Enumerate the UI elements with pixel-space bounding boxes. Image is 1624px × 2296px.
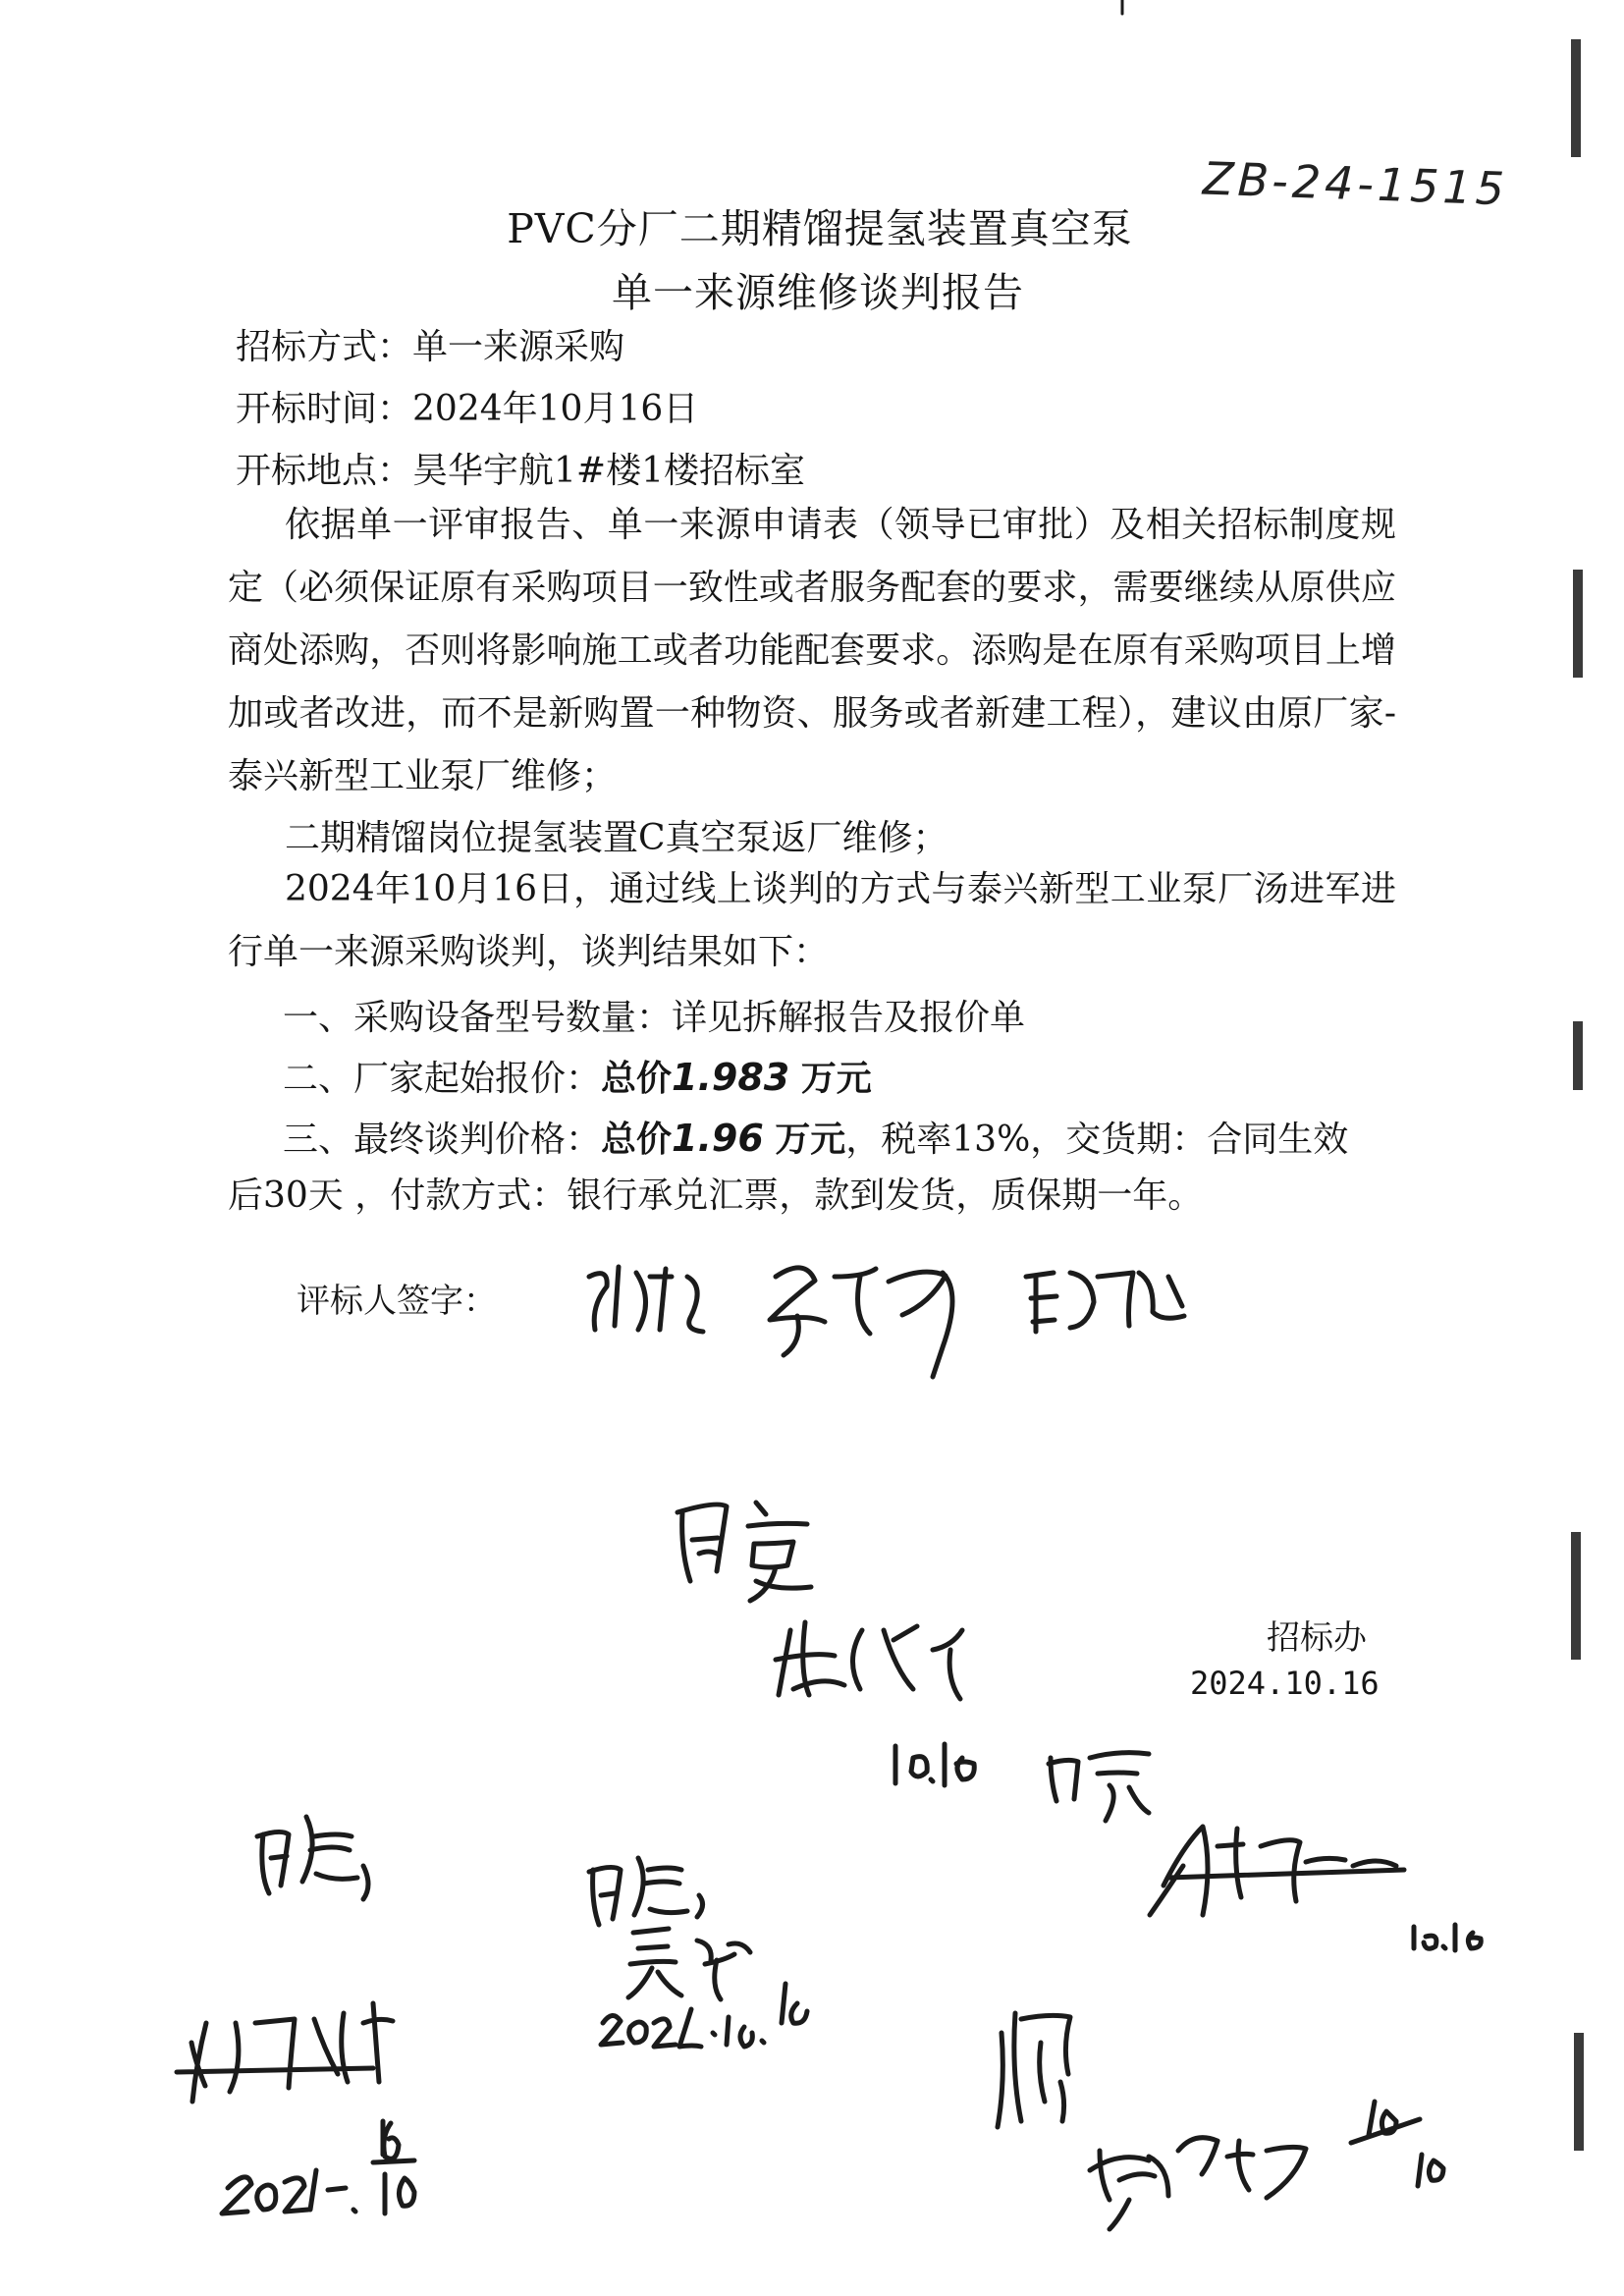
paragraph-negotiation: 2024年10月16日，通过线上谈判的方式与泰兴新型工业泵厂汤进军进行单一来源采购谈判，谈判结果如下： (228, 869, 1396, 972)
approval-signature-4 (628, 1929, 750, 1999)
item-label: 二、厂家起始报价： (283, 1059, 602, 1099)
handwritten-amount: 1.983 (672, 1056, 790, 1099)
approval-date-2 (1414, 1925, 1481, 1950)
approval-note-5 (998, 2013, 1070, 2127)
approval-date-3 (222, 2121, 414, 2214)
document-title-line2: 单一来源维修谈判报告 (612, 269, 1024, 316)
field-label: 开标时间： (236, 389, 413, 429)
amount-unit: 万元 (775, 1119, 846, 1160)
approval-signature-2 (1150, 1827, 1404, 1915)
approval-signature-1 (776, 1622, 962, 1699)
item-label: 三、最终谈判价格： (283, 1120, 602, 1160)
evaluator-signature-label: 评标人签字： (297, 1282, 497, 1321)
result-item-3-continued: 后30天 ，付款方式：银行承兑汇票，款到发货，质保期一年。 (228, 1175, 1204, 1216)
signature-evaluator-3 (1026, 1273, 1184, 1332)
bid-office-date: 2024.10.16 (1190, 1665, 1380, 1702)
amount-unit: 万元 (800, 1058, 872, 1099)
approval-date-1 (895, 1744, 974, 1785)
field-value: 昊华宇航1#楼1楼招标室 (412, 451, 805, 491)
field-label: 开标地点： (236, 451, 413, 491)
bid-office-name: 招标办 (1267, 1618, 1367, 1658)
field-value: 2024年10月16日 (412, 389, 699, 429)
paragraph-repair-scope: 二期精馏岗位提氢装置C真空泵返厂维修； (285, 818, 948, 858)
approval-signature-3 (177, 2003, 393, 2102)
approval-note-1 (677, 1503, 811, 1601)
total-label: 总价 (601, 1119, 673, 1160)
approval-note-2 (1049, 1753, 1149, 1821)
approval-note-3 (257, 1817, 368, 1899)
approval-date-5 (1351, 2102, 1443, 2186)
signature-evaluator-2 (770, 1268, 952, 1377)
result-item-1: 一、采购设备型号数量：详见拆解报告及报价单 (283, 998, 1026, 1038)
field-label: 招标方式： (236, 327, 413, 367)
field-value: 单一来源采购 (412, 327, 625, 367)
paragraph-basis: 依据单一评审报告、单一来源申请表（领导已审批）及相关招标制度规定（必须保证原有采购项目一致性或者服务配套的要求，需要继续从原供应商处添购，否则将影响施工或者功能配套要求。添购是在原有采购项目上增加或者改进，而不是新购置一种物资、服务或者新建工程），建议由原厂家-泰兴新型工业泵厂维修； (228, 505, 1396, 796)
approval-signature-5 (1090, 2138, 1306, 2229)
handwritten-amount: 1.96 (672, 1117, 764, 1160)
document-title-line1: PVC分厂二期精馏提氢装置真空泵 (507, 205, 1133, 252)
total-label: 总价 (601, 1058, 673, 1099)
item-terms: ，税率13%，交货期：合同生效 (845, 1120, 1349, 1160)
approval-note-4 (589, 1858, 703, 1925)
signature-evaluator-1 (589, 1267, 703, 1332)
document-number: ZB-24-1515 (1202, 151, 1509, 216)
